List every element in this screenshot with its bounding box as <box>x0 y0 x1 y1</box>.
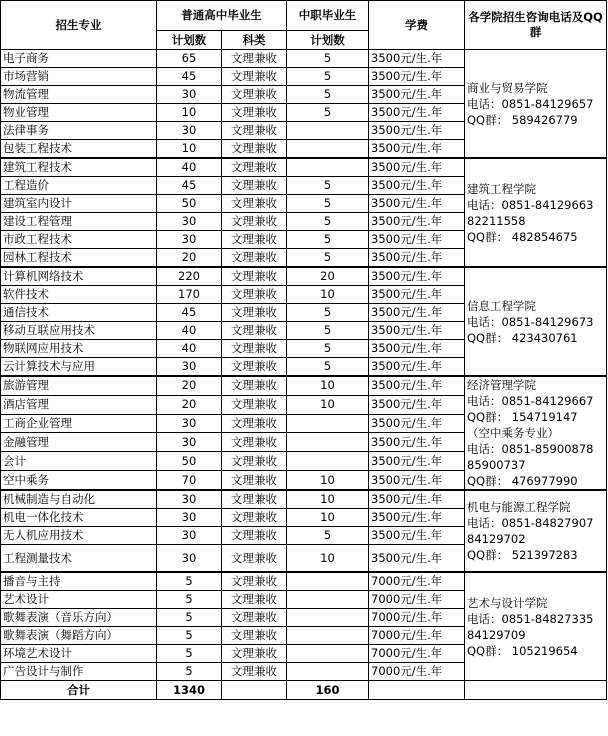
tuition-cell: 3500元/生.年 <box>369 68 465 86</box>
major-cell: 包装工程技术 <box>1 140 157 159</box>
plan-count-cell: 30 <box>157 213 222 231</box>
major-cell: 歌舞表演（舞蹈方向） <box>1 627 157 645</box>
plan-count-cell: 5 <box>157 609 222 627</box>
major-cell: 市政工程技术 <box>1 231 157 249</box>
vocational-count-cell <box>287 627 369 645</box>
category-cell: 文理兼收 <box>222 177 287 195</box>
category-cell: 文理兼收 <box>222 86 287 104</box>
tuition-cell: 3500元/生.年 <box>369 452 465 471</box>
category-cell: 文理兼收 <box>222 158 287 177</box>
category-cell: 文理兼收 <box>222 490 287 509</box>
vocational-count-cell: 5 <box>287 322 369 340</box>
category-cell: 文理兼收 <box>222 213 287 231</box>
major-cell: 广告设计与制作 <box>1 663 157 681</box>
plan-count-cell: 50 <box>157 452 222 471</box>
header-highschool-graduates: 普通高中毕业生 <box>157 1 287 31</box>
college-contact-cell: 信息工程学院 电话：0851-84129673 QQ群： 423430761 <box>465 267 607 376</box>
tuition-cell: 3500元/生.年 <box>369 249 465 268</box>
plan-count-cell: 20 <box>157 249 222 268</box>
major-cell: 物联网应用技术 <box>1 340 157 358</box>
vocational-count-cell: 10 <box>287 545 369 573</box>
tuition-cell: 3500元/生.年 <box>369 358 465 377</box>
tuition-cell: 3500元/生.年 <box>369 509 465 527</box>
major-cell: 建筑工程技术 <box>1 158 157 177</box>
tuition-cell: 3500元/生.年 <box>369 545 465 573</box>
plan-count-cell: 10 <box>157 140 222 159</box>
plan-count-cell: 45 <box>157 177 222 195</box>
tuition-cell: 3500元/生.年 <box>369 177 465 195</box>
vocational-count-cell: 10 <box>287 471 369 490</box>
plan-count-cell: 30 <box>157 86 222 104</box>
tuition-cell: 3500元/生.年 <box>369 231 465 249</box>
vocational-count-cell: 5 <box>287 527 369 545</box>
header-vocational-graduates: 中职毕业生 <box>287 1 369 31</box>
tuition-cell: 3500元/生.年 <box>369 340 465 358</box>
header-major: 招生专业 <box>1 1 157 50</box>
category-cell: 文理兼收 <box>222 591 287 609</box>
plan-count-cell: 30 <box>157 433 222 452</box>
category-cell: 文理兼收 <box>222 286 287 304</box>
plan-count-cell: 30 <box>157 509 222 527</box>
major-cell: 机电一体化技术 <box>1 509 157 527</box>
plan-count-cell: 5 <box>157 572 222 591</box>
category-cell: 文理兼收 <box>222 433 287 452</box>
major-cell: 播音与主持 <box>1 572 157 591</box>
vocational-count-cell: 10 <box>287 490 369 509</box>
plan-count-cell: 40 <box>157 158 222 177</box>
major-cell: 工程测量技术 <box>1 545 157 573</box>
tuition-cell: 7000元/生.年 <box>369 591 465 609</box>
vocational-count-cell <box>287 452 369 471</box>
vocational-count-cell: 5 <box>287 358 369 377</box>
tuition-cell: 7000元/生.年 <box>369 663 465 681</box>
category-cell: 文理兼收 <box>222 414 287 433</box>
category-cell: 文理兼收 <box>222 304 287 322</box>
category-cell: 文理兼收 <box>222 376 287 395</box>
major-cell: 移动互联应用技术 <box>1 322 157 340</box>
total-category-empty <box>222 681 287 700</box>
vocational-count-cell: 5 <box>287 304 369 322</box>
plan-count-cell: 30 <box>157 358 222 377</box>
tuition-cell: 3500元/生.年 <box>369 50 465 68</box>
tuition-cell: 7000元/生.年 <box>369 645 465 663</box>
category-cell: 文理兼收 <box>222 322 287 340</box>
major-cell: 物业管理 <box>1 104 157 122</box>
total-plan-count: 1340 <box>157 681 222 700</box>
major-cell: 歌舞表演（音乐方向） <box>1 609 157 627</box>
vocational-count-cell <box>287 609 369 627</box>
table-row <box>1 376 607 395</box>
plan-count-cell: 40 <box>157 340 222 358</box>
plan-count-cell: 65 <box>157 50 222 68</box>
category-cell: 文理兼收 <box>222 609 287 627</box>
major-cell: 工商企业管理 <box>1 414 157 433</box>
plan-count-cell: 20 <box>157 395 222 414</box>
tuition-cell: 3500元/生.年 <box>369 86 465 104</box>
vocational-count-cell: 5 <box>287 213 369 231</box>
tuition-cell: 3500元/生.年 <box>369 414 465 433</box>
vocational-count-cell: 20 <box>287 267 369 286</box>
tuition-cell: 3500元/生.年 <box>369 122 465 140</box>
category-cell: 文理兼收 <box>222 50 287 68</box>
category-cell: 文理兼收 <box>222 122 287 140</box>
major-cell: 园林工程技术 <box>1 249 157 268</box>
vocational-count-cell: 5 <box>287 249 369 268</box>
plan-count-cell: 5 <box>157 627 222 645</box>
plan-count-cell: 30 <box>157 490 222 509</box>
plan-count-cell: 30 <box>157 122 222 140</box>
plan-count-cell: 50 <box>157 195 222 213</box>
vocational-count-cell <box>287 591 369 609</box>
plan-count-cell: 30 <box>157 231 222 249</box>
total-contact-empty <box>465 681 607 700</box>
plan-count-cell: 45 <box>157 304 222 322</box>
table-row <box>1 158 607 177</box>
tuition-cell: 3500元/生.年 <box>369 286 465 304</box>
plan-count-cell: 40 <box>157 322 222 340</box>
total-row <box>1 681 607 700</box>
plan-count-cell: 20 <box>157 376 222 395</box>
major-cell: 物流管理 <box>1 86 157 104</box>
college-contact-cell: 商业与贸易学院 电话：0851-84129657 QQ群： 589426779 <box>465 50 607 159</box>
category-cell: 文理兼收 <box>222 645 287 663</box>
tuition-cell: 3500元/生.年 <box>369 267 465 286</box>
tuition-cell: 3500元/生.年 <box>369 158 465 177</box>
plan-count-cell: 30 <box>157 545 222 573</box>
plan-count-cell: 5 <box>157 645 222 663</box>
category-cell: 文理兼收 <box>222 231 287 249</box>
major-cell: 艺术设计 <box>1 591 157 609</box>
vocational-count-cell <box>287 645 369 663</box>
tuition-cell: 3500元/生.年 <box>369 433 465 452</box>
table-row <box>1 50 607 68</box>
header-plan-count: 计划数 <box>157 31 222 50</box>
vocational-count-cell: 10 <box>287 395 369 414</box>
category-cell: 文理兼收 <box>222 395 287 414</box>
major-cell: 通信技术 <box>1 304 157 322</box>
table-row <box>1 572 607 591</box>
tuition-cell: 3500元/生.年 <box>369 304 465 322</box>
total-vocational-count: 160 <box>287 681 369 700</box>
tuition-cell: 7000元/生.年 <box>369 609 465 627</box>
vocational-count-cell <box>287 663 369 681</box>
table-row <box>1 267 607 286</box>
category-cell: 文理兼收 <box>222 267 287 286</box>
category-cell: 文理兼收 <box>222 452 287 471</box>
vocational-count-cell <box>287 122 369 140</box>
major-cell: 计算机网络技术 <box>1 267 157 286</box>
category-cell: 文理兼收 <box>222 249 287 268</box>
tuition-cell: 7000元/生.年 <box>369 572 465 591</box>
category-cell: 文理兼收 <box>222 104 287 122</box>
tuition-cell: 3500元/生.年 <box>369 527 465 545</box>
major-cell: 无人机应用技术 <box>1 527 157 545</box>
vocational-count-cell: 10 <box>287 286 369 304</box>
plan-count-cell: 45 <box>157 68 222 86</box>
major-cell: 云计算技术与应用 <box>1 358 157 377</box>
vocational-count-cell <box>287 433 369 452</box>
major-cell: 金融管理 <box>1 433 157 452</box>
vocational-count-cell <box>287 414 369 433</box>
category-cell: 文理兼收 <box>222 195 287 213</box>
college-contact-cell: 机电与能源工程学院 电话：0851-84827907 84129702 QQ群： 521397283 <box>465 490 607 572</box>
major-cell: 酒店管理 <box>1 395 157 414</box>
tuition-cell: 3500元/生.年 <box>369 104 465 122</box>
plan-count-cell: 30 <box>157 414 222 433</box>
category-cell: 文理兼收 <box>222 358 287 377</box>
plan-count-cell: 10 <box>157 104 222 122</box>
header-category: 科类 <box>222 31 287 50</box>
vocational-count-cell: 5 <box>287 340 369 358</box>
header-vocational-plan-count: 计划数 <box>287 31 369 50</box>
category-cell: 文理兼收 <box>222 545 287 573</box>
plan-count-cell: 5 <box>157 591 222 609</box>
tuition-cell: 3500元/生.年 <box>369 195 465 213</box>
college-contact-cell: 建筑工程学院 电话：0851-84129663 82211558 QQ群： 482854675 <box>465 158 607 267</box>
table-body <box>1 50 607 681</box>
category-cell: 文理兼收 <box>222 663 287 681</box>
category-cell: 文理兼收 <box>222 627 287 645</box>
category-cell: 文理兼收 <box>222 572 287 591</box>
vocational-count-cell: 5 <box>287 231 369 249</box>
major-cell: 旅游管理 <box>1 376 157 395</box>
major-cell: 空中乘务 <box>1 471 157 490</box>
major-cell: 法律事务 <box>1 122 157 140</box>
category-cell: 文理兼收 <box>222 140 287 159</box>
plan-count-cell: 5 <box>157 663 222 681</box>
vocational-count-cell: 10 <box>287 509 369 527</box>
tuition-cell: 7000元/生.年 <box>369 627 465 645</box>
category-cell: 文理兼收 <box>222 471 287 490</box>
major-cell: 市场营销 <box>1 68 157 86</box>
tuition-cell: 3500元/生.年 <box>369 140 465 159</box>
vocational-count-cell: 5 <box>287 86 369 104</box>
header-contact: 各学院招生咨询电话及QQ群 <box>465 1 607 50</box>
vocational-count-cell <box>287 158 369 177</box>
vocational-count-cell: 5 <box>287 68 369 86</box>
major-cell: 工程造价 <box>1 177 157 195</box>
tuition-cell: 3500元/生.年 <box>369 376 465 395</box>
vocational-count-cell: 5 <box>287 50 369 68</box>
tuition-cell: 3500元/生.年 <box>369 322 465 340</box>
major-cell: 会计 <box>1 452 157 471</box>
plan-count-cell: 70 <box>157 471 222 490</box>
major-cell: 电子商务 <box>1 50 157 68</box>
major-cell: 环境艺术设计 <box>1 645 157 663</box>
category-cell: 文理兼收 <box>222 340 287 358</box>
vocational-count-cell <box>287 572 369 591</box>
college-contact-cell: 艺术与设计学院 电话：0851-84827335 84129709 QQ群： 105219654 <box>465 572 607 681</box>
vocational-count-cell: 5 <box>287 104 369 122</box>
plan-count-cell: 170 <box>157 286 222 304</box>
plan-count-cell: 30 <box>157 527 222 545</box>
header-tuition: 学费 <box>369 1 465 50</box>
major-cell: 机械制造与自动化 <box>1 490 157 509</box>
category-cell: 文理兼收 <box>222 68 287 86</box>
vocational-count-cell: 10 <box>287 376 369 395</box>
plan-count-cell: 220 <box>157 267 222 286</box>
table-row <box>1 490 607 509</box>
category-cell: 文理兼收 <box>222 527 287 545</box>
category-cell: 文理兼收 <box>222 509 287 527</box>
major-cell: 软件技术 <box>1 286 157 304</box>
tuition-cell: 3500元/生.年 <box>369 395 465 414</box>
total-tuition-empty <box>369 681 465 700</box>
vocational-count-cell <box>287 140 369 159</box>
vocational-count-cell: 5 <box>287 177 369 195</box>
major-cell: 建设工程管理 <box>1 213 157 231</box>
vocational-count-cell: 5 <box>287 195 369 213</box>
college-contact-cell: 经济管理学院 电话：0851-84129667 QQ群： 154719147 （空中乘务专业） 电话：0851-85900878 85900737 QQ群： 476977990 <box>465 376 607 490</box>
total-label: 合计 <box>1 681 157 700</box>
tuition-cell: 3500元/生.年 <box>369 490 465 509</box>
tuition-cell: 3500元/生.年 <box>369 213 465 231</box>
major-cell: 建筑室内设计 <box>1 195 157 213</box>
tuition-cell: 3500元/生.年 <box>369 471 465 490</box>
